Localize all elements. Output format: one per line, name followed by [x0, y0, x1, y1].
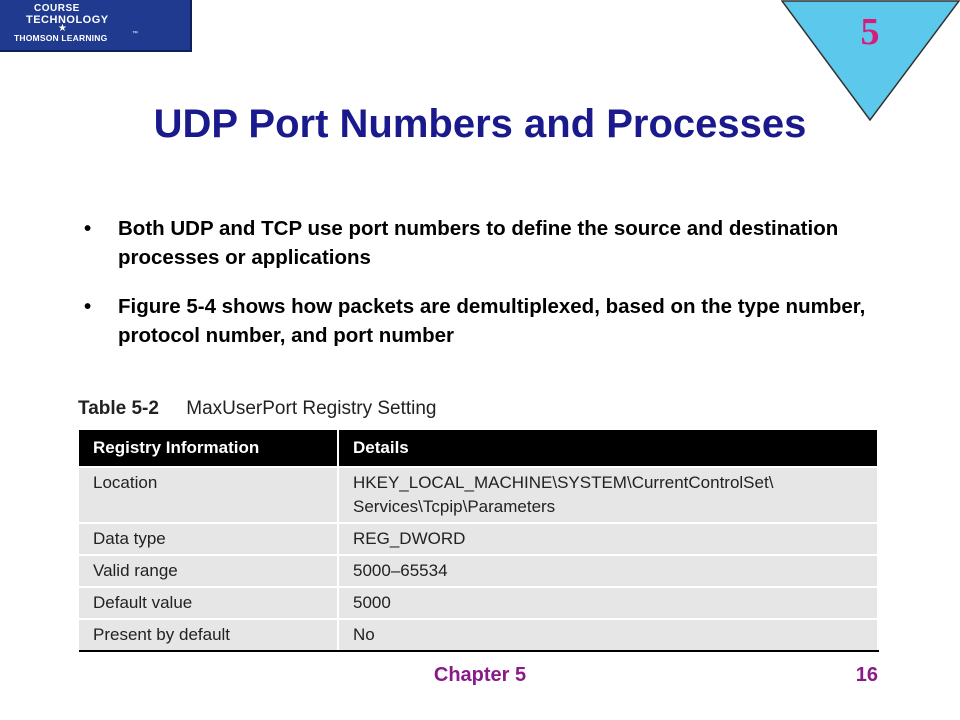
logo-line-course: COURSE — [34, 3, 80, 14]
course-technology-logo — [0, 0, 192, 52]
bullet-text: Figure 5-4 shows how packets are demultiplexed, based on the type number, protocol number, and port number — [118, 295, 866, 347]
logo-line-technology: TECHNOLOGY — [26, 14, 109, 26]
row-value: REG_DWORD — [338, 523, 878, 555]
row-label: Default value — [79, 587, 338, 619]
table-row — [79, 587, 878, 619]
row-value-line: HKEY_LOCAL_MACHINE\SYSTEM\CurrentControlSet\ — [353, 473, 774, 492]
row-value: 5000–65534 — [338, 555, 878, 587]
slide-title: UDP Port Numbers and Processes — [153, 102, 807, 146]
table-row — [79, 523, 878, 555]
row-value-line: Services\Tcpip\Parameters — [353, 497, 556, 516]
row-label: Valid range — [79, 555, 338, 587]
table-caption-number: Table 5-2 — [78, 398, 159, 419]
bullet-list — [82, 214, 882, 370]
footer-page-number: 16 — [855, 664, 878, 686]
logo-trademark: ™ — [132, 31, 138, 37]
row-label: Data type — [79, 523, 338, 555]
row-label: Location — [79, 467, 338, 523]
table-row — [79, 555, 878, 587]
bullet-dot: • — [84, 217, 92, 240]
table-header-row — [79, 430, 878, 467]
table-row — [79, 467, 878, 523]
table-row — [79, 619, 878, 651]
logo-line-thomson: THOMSON LEARNING — [14, 33, 108, 43]
column-header-details: Details — [338, 430, 878, 467]
footer-chapter-label: Chapter 5 — [433, 664, 527, 686]
row-value: 5000 — [338, 587, 878, 619]
chapter-number-badge: 5 — [860, 11, 880, 53]
row-label: Present by default — [79, 619, 338, 651]
row-value: No — [338, 619, 878, 651]
table-caption — [78, 398, 437, 420]
logo-star-icon: ★ — [58, 23, 67, 34]
table-caption-title: MaxUserPort Registry Setting — [186, 398, 437, 419]
registry-table — [79, 430, 879, 652]
bullet-dot: • — [84, 295, 92, 318]
bullet-item — [82, 214, 882, 272]
bullet-text: Both UDP and TCP use port numbers to define the source and destination processes or applications — [118, 217, 839, 269]
column-header-registry-information: Registry Information — [79, 430, 338, 467]
row-value — [338, 467, 878, 523]
bullet-item — [82, 292, 882, 350]
